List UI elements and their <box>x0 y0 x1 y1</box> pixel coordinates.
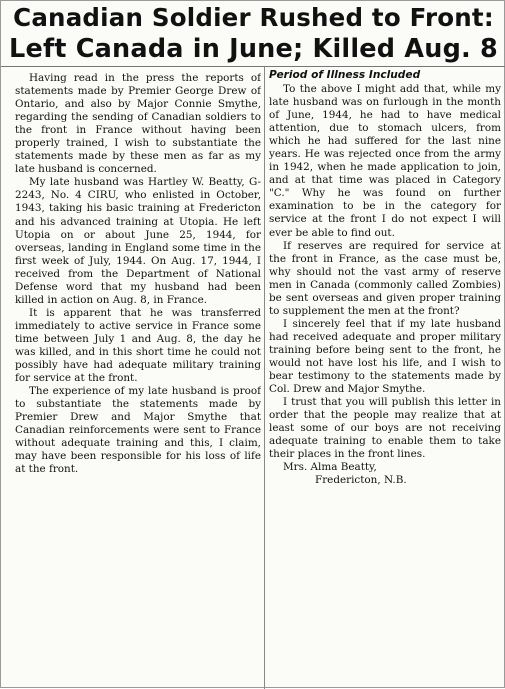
headline-line-2: Left Canada in June; Killed Aug. 8 <box>9 34 498 64</box>
section-subhead: Period of Illness Included <box>269 69 421 81</box>
paragraph: To the above I might add that, while my late husband was on furlough in the month of June, 1944, he had to have medical attention, due to stomach ulcers, from which he had suffered for the last nine years. He was rejected once from the army in 1942, when he made application to join, and at that time was placed in Category "C." Why he was found on further examination to be in the category for service at the front I do not expect I will ever be able to find out. <box>269 83 501 239</box>
paragraph: If reserves are required for service at the front in France, as the case must be, why should not the vast army of reserve men in Canada (commonly called Zombies) be sent overseas and given proper training to supplement the men at the front? <box>269 239 501 317</box>
signature: Mrs. Alma Beatty, <box>283 461 377 474</box>
headline-line-1: Canadian Soldier Rushed to Front: <box>13 3 494 32</box>
paragraph: My late husband was Hartley W. Beatty, G-2243, No. 4 CIRU, who enlisted in October, 1943, taking his basic training at Fredericton and his advanced training at Utopia. He left Utopia on or about June 25, 1944, for overseas, landing in England some time in the first week of July, 1944. On Aug. 17, 1944, I received from the Department of National Defense word that my husband had been killed in action on Aug. 8, in France. <box>15 176 261 306</box>
paragraph: I trust that you will publish this letter in order that the people may realize that at least some of our boys are not receiving adequate training to enable them to take their places in the front lines. <box>269 396 501 461</box>
column-divider <box>264 67 265 689</box>
paragraph: The experience of my late husband is proof to substantiate the statements made by Premier Drew and Major Smythe that Canadian reinforcements were sent to France without adequate training and this, I claim, may have been responsible for his loss of life at the front. <box>15 385 261 476</box>
left-column <box>15 67 261 689</box>
headline <box>1 1 505 67</box>
right-column <box>269 67 501 689</box>
signature-location: Fredericton, N.B. <box>315 474 407 487</box>
paragraph: Having read in the press the reports of statements made by Premier George Drew of Ontario, and also by Major Connie Smythe, regarding the sending of Canadian soldiers to the front in France without having been properly trained, I wish to substantiate the statements made by these men as far as my late husband is concerned. <box>15 72 261 176</box>
paragraph: I sincerely feel that if my late husband had received adequate and proper military training before being sent to the front, he would not have lost his life, and I wish to bear testimony to the statements made by Col. Drew and Major Smythe. <box>269 317 501 396</box>
paragraph: It is apparent that he was transferred immediately to active service in France some time between July 1 and Aug. 8, the day he was killed, and in this short time he could not possibly have had adequate military training for service at the front. <box>15 306 261 385</box>
